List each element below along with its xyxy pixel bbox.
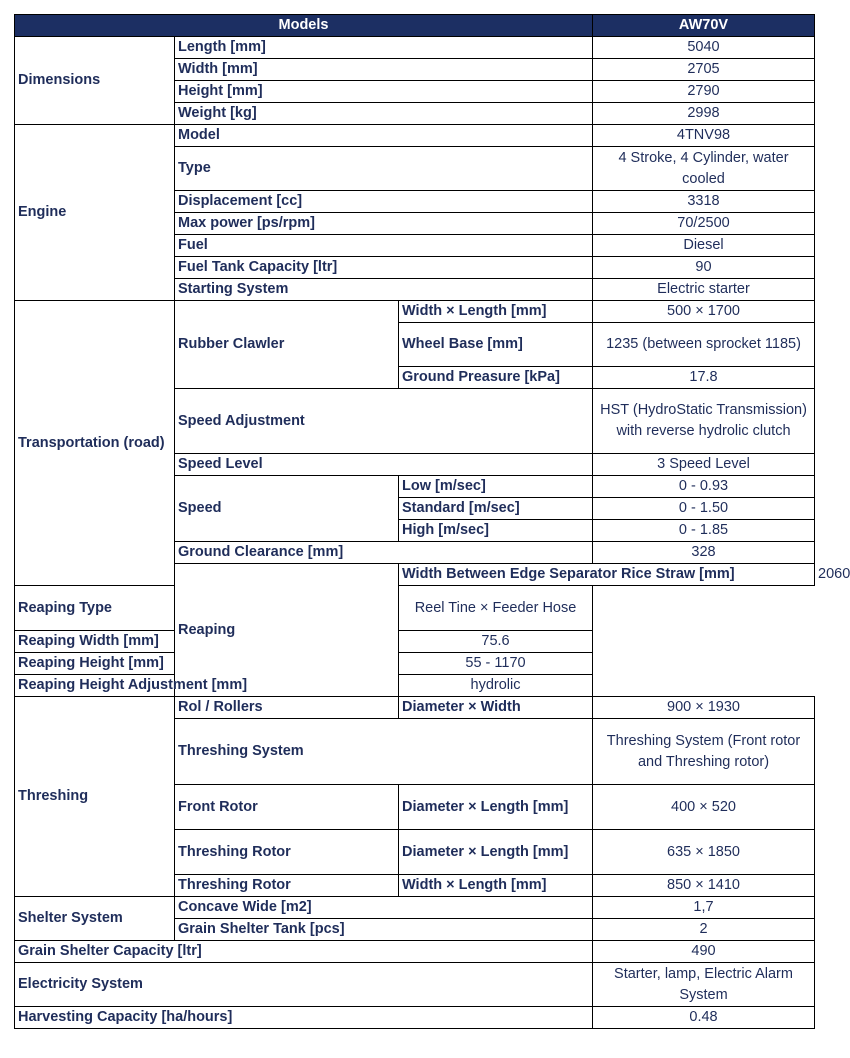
row-value: 490 bbox=[593, 941, 815, 963]
table-row bbox=[15, 897, 815, 919]
row-value: 17.8 bbox=[593, 367, 815, 389]
row-label: Model bbox=[175, 125, 593, 147]
row-value: 0 - 0.93 bbox=[593, 476, 815, 498]
row-label: Fuel Tank Capacity [ltr] bbox=[175, 257, 593, 279]
row-value: Diesel bbox=[593, 235, 815, 257]
group-label: Speed bbox=[175, 476, 399, 542]
row-value: 3 Speed Level bbox=[593, 454, 815, 476]
row-value: 5040 bbox=[593, 37, 815, 59]
sub-label: Low [m/sec] bbox=[399, 476, 593, 498]
row-value: 900 × 1930 bbox=[593, 697, 815, 719]
row-value: 0.48 bbox=[593, 1007, 815, 1029]
table-row: Reaping Width Between Edge Separator Rice Straw [mm] 2060 bbox=[15, 564, 815, 586]
row-label: Max power [ps/rpm] bbox=[175, 213, 593, 235]
row-label: Fuel bbox=[175, 235, 593, 257]
table-row bbox=[15, 301, 815, 323]
row-value: 1,7 bbox=[593, 897, 815, 919]
row-label-harvesting: Harvesting Capacity [ha/hours] bbox=[15, 1007, 593, 1029]
row-label-grain-capacity: Grain Shelter Capacity [ltr] bbox=[15, 941, 593, 963]
row-label: Width [mm] bbox=[175, 59, 593, 81]
row-value: 500 × 1700 bbox=[593, 301, 815, 323]
row-value: 635 × 1850 bbox=[593, 830, 815, 875]
row-value: 400 × 520 bbox=[593, 785, 815, 830]
table-row bbox=[15, 963, 815, 1007]
table-row bbox=[15, 1007, 815, 1029]
category-shelter: Shelter System bbox=[15, 897, 175, 941]
row-label: Ground Clearance [mm] bbox=[175, 542, 593, 564]
sub-label: Width × Length [mm] bbox=[399, 301, 593, 323]
row-label: Displacement [cc] bbox=[175, 191, 593, 213]
row-value: 70/2500 bbox=[593, 213, 815, 235]
row-label: Front Rotor bbox=[175, 785, 399, 830]
row-value: Reel Tine × Feeder Hose bbox=[399, 586, 593, 631]
row-label: Threshing Rotor bbox=[175, 875, 399, 897]
row-value: Starter, lamp, Electric Alarm System bbox=[593, 963, 815, 1007]
table-row bbox=[15, 37, 815, 59]
group-label: Rubber Clawler bbox=[175, 301, 399, 389]
row-value: 2998 bbox=[593, 103, 815, 125]
row-label: Weight [kg] bbox=[175, 103, 593, 125]
row-value: 75.6 bbox=[399, 631, 593, 653]
table-row bbox=[15, 653, 815, 675]
row-label: Length [mm] bbox=[175, 37, 593, 59]
row-label: Reaping Height Adjustment [mm] bbox=[15, 675, 399, 697]
row-value: 2 bbox=[593, 919, 815, 941]
sub-label: Diameter × Length [mm] bbox=[399, 830, 593, 875]
models-header: Models bbox=[15, 15, 593, 37]
row-value: 3318 bbox=[593, 191, 815, 213]
row-value: 1235 (between sprocket 1185) bbox=[593, 323, 815, 367]
table-row bbox=[15, 941, 815, 963]
table-row bbox=[15, 631, 815, 653]
table-row bbox=[15, 675, 815, 697]
sub-label: High [m/sec] bbox=[399, 520, 593, 542]
row-value: 850 × 1410 bbox=[593, 875, 815, 897]
row-label: Speed Adjustment bbox=[175, 389, 593, 454]
row-label: Reaping Width [mm] bbox=[15, 631, 399, 653]
row-label: Width Between Edge Separator Rice Straw [mm] bbox=[399, 564, 815, 586]
row-value: 0 - 1.85 bbox=[593, 520, 815, 542]
row-label: Threshing Rotor bbox=[175, 830, 399, 875]
category-threshing: Threshing bbox=[15, 697, 175, 897]
model-name-header: AW70V bbox=[593, 15, 815, 37]
sub-label: Diameter × Width bbox=[399, 697, 593, 719]
row-value: 2705 bbox=[593, 59, 815, 81]
row-value: 328 bbox=[593, 542, 815, 564]
header-row bbox=[15, 15, 815, 37]
row-value: 55 - 1170 bbox=[399, 653, 593, 675]
sub-label: Ground Preasure [kPa] bbox=[399, 367, 593, 389]
row-label: Speed Level bbox=[175, 454, 593, 476]
sub-label: Width × Length [mm] bbox=[399, 875, 593, 897]
row-value: 2790 bbox=[593, 81, 815, 103]
row-label: Threshing System bbox=[175, 719, 593, 785]
category-engine: Engine bbox=[15, 125, 175, 301]
sub-label: Diameter × Length [mm] bbox=[399, 785, 593, 830]
row-label: Rol / Rollers bbox=[175, 697, 399, 719]
row-value: hydrolic bbox=[399, 675, 593, 697]
row-label: Type bbox=[175, 147, 593, 191]
row-label: Concave Wide [m2] bbox=[175, 897, 593, 919]
row-label-electricity: Electricity System bbox=[15, 963, 593, 1007]
row-label: Grain Shelter Tank [pcs] bbox=[175, 919, 593, 941]
row-value: 4TNV98 bbox=[593, 125, 815, 147]
row-label: Reaping Height [mm] bbox=[15, 653, 399, 675]
row-label: Height [mm] bbox=[175, 81, 593, 103]
spec-table bbox=[14, 14, 850, 1029]
table-row bbox=[15, 125, 815, 147]
row-value: 90 bbox=[593, 257, 815, 279]
table-row bbox=[15, 586, 815, 631]
row-value: HST (HydroStatic Transmission) with reverse hydrolic clutch bbox=[593, 389, 815, 454]
row-value: 4 Stroke, 4 Cylinder, water cooled bbox=[593, 147, 815, 191]
category-transportation: Transportation (road) bbox=[15, 301, 175, 586]
sub-label: Standard [m/sec] bbox=[399, 498, 593, 520]
category-dimensions: Dimensions bbox=[15, 37, 175, 125]
row-value: 0 - 1.50 bbox=[593, 498, 815, 520]
row-label: Starting System bbox=[175, 279, 593, 301]
table-row bbox=[15, 697, 815, 719]
row-value: Electric starter bbox=[593, 279, 815, 301]
row-label: Reaping Type bbox=[15, 586, 399, 631]
row-value: Threshing System (Front rotor and Threshing rotor) bbox=[593, 719, 815, 785]
category-reaping: Reaping bbox=[175, 564, 399, 697]
sub-label: Wheel Base [mm] bbox=[399, 323, 593, 367]
